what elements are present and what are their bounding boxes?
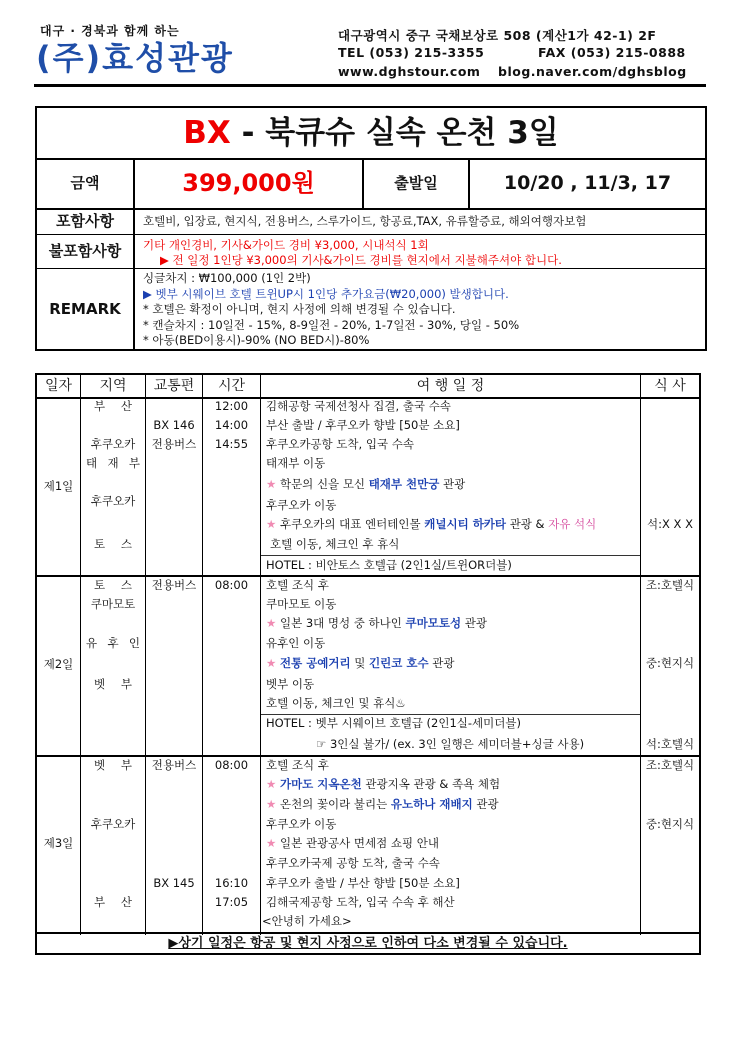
schedule-item: 부산 출발 / 후쿠오카 향발 [50분 소요]: [266, 418, 460, 432]
attraction-name: 가마도 지옥온천: [279, 777, 362, 791]
schedule-text: 관광: [476, 797, 499, 811]
remark-cancel: * 캔슬차지 : 10일전 - 15%, 8-9일전 - 20%, 1-7일전 - 30%, 당일 - 50%: [143, 317, 520, 332]
flight-number: BX 146: [153, 418, 195, 432]
region-busan: 부 산: [94, 895, 132, 909]
star-icon: ★: [266, 517, 277, 531]
schedule-item: 후쿠오카 이동: [266, 817, 337, 831]
col-header-transport: 교통편: [153, 378, 195, 394]
star-icon: ★: [266, 656, 277, 670]
attraction-name: 유노하나 재배지: [390, 797, 473, 811]
schedule-text: 및: [354, 656, 366, 670]
schedule-item: [266, 795, 499, 814]
schedule-text: 관광: [432, 656, 455, 670]
schedule-item: 후쿠오카 출발 / 부산 향발 [50분 소요]: [266, 876, 460, 890]
company-address: 대구광역시 중구 국채보상로 508 (계산1가 42-1) 2F: [338, 28, 657, 43]
schedule-item: 유후인 이동: [266, 636, 326, 650]
tour-title-text: - 북큐슈 실속 온천 3일: [230, 115, 559, 151]
region-beppu: 벳 부: [94, 677, 132, 691]
company-slogan: 대구 · 경북과 함께 하는: [40, 24, 180, 38]
col-header-time: 시간: [217, 378, 246, 394]
schedule-text: 관광: [443, 477, 466, 491]
region: [86, 576, 140, 595]
star-icon: ★: [266, 836, 277, 850]
day-label: 제1일: [43, 479, 74, 493]
company-blog[interactable]: blog.naver.com/dghsblog: [498, 64, 687, 79]
schedule-item: 호텔 이동, 체크인 후 휴식: [270, 537, 400, 551]
transport: 전용버스: [151, 758, 197, 772]
divider: [133, 208, 135, 349]
header-divider: [34, 84, 706, 87]
region: [86, 535, 140, 554]
divider: [80, 375, 81, 935]
departure-dates: 10/20 , 11/3, 17: [503, 172, 672, 194]
region-dazaifu: 태 재 부: [86, 456, 140, 470]
day-label: 제2일: [43, 657, 74, 671]
attraction-name: 전통 공예거리: [279, 656, 351, 670]
schedule-item: [266, 515, 596, 534]
region: [86, 397, 140, 416]
schedule-item: 김해국제공항 도착, 입국 수속 후 해산: [266, 895, 455, 909]
schedule-item: [266, 475, 465, 494]
footer-notice: [37, 934, 699, 953]
time: 08:00: [214, 578, 249, 592]
time: 14:55: [214, 437, 249, 451]
region: 쿠마모토: [90, 597, 136, 611]
schedule-text: 온천의 꽃이라 불리는: [279, 797, 388, 811]
meal: 석:X X X: [647, 517, 693, 531]
transport: 전용버스: [151, 437, 197, 451]
region: [86, 454, 140, 473]
attraction-name: 태재부 천만궁: [368, 477, 440, 491]
schedule-text: 관광: [464, 616, 487, 630]
time: 12:00: [214, 399, 249, 413]
remark-upgrade: ▶ 벳부 시웨이브 호텔 트윈UP시 1인당 추가요금(₩20,000) 발생합니다.: [143, 286, 509, 301]
meal-highlight: 자유 석식: [548, 517, 597, 531]
summary-divider: [37, 268, 705, 269]
region: [86, 675, 140, 694]
meal: 조:호텔식: [645, 578, 695, 592]
schedule-item: 호텔 조식 후: [266, 578, 329, 592]
region: 후쿠오카: [90, 494, 136, 508]
meal: 조:호텔식: [645, 758, 695, 772]
schedule-item: 김해공항 국제선청사 집결, 출국 수속: [266, 399, 451, 413]
col-header-day: 일자: [44, 378, 73, 394]
region: 후쿠오카: [90, 817, 136, 831]
region-yufuin: 유 후 인: [86, 636, 140, 650]
schedule-item: [266, 614, 487, 633]
attraction-name: 긴린코 호수: [369, 656, 429, 670]
remark-label: REMARK: [49, 300, 121, 318]
time: 16:10: [214, 876, 249, 890]
schedule-item: 호텔 이동, 체크인 및 휴식♨: [266, 696, 406, 710]
region-beppu: 벳 부: [94, 758, 132, 772]
region: [86, 893, 140, 912]
schedule-item: [266, 654, 455, 673]
excluded-label: 불포함사항: [48, 242, 122, 260]
departure-label: 출발일: [394, 174, 438, 192]
region-busan: 부 산: [94, 399, 132, 413]
region: [86, 756, 140, 775]
attraction-name: 쿠마모토성: [405, 616, 462, 630]
region-tosu: 토 스: [94, 537, 132, 551]
airline-code: BX: [183, 115, 231, 151]
excluded-notice: ▶ 전 일정 1인당 ¥3,000의 기사&가이드 경비를 현지에서 지불해주셔야 합니다.: [160, 253, 562, 267]
region-tosu: 토 스: [94, 578, 132, 592]
divider: [260, 375, 261, 935]
tour-price: 399,000원: [182, 169, 315, 197]
transport: 전용버스: [151, 578, 197, 592]
summary-divider: [37, 234, 705, 235]
region: 후쿠오카: [90, 437, 136, 451]
farewell: <안녕히 가세요>: [262, 914, 352, 928]
schedule-item: 쿠마모토 이동: [266, 597, 337, 611]
star-icon: ★: [266, 777, 277, 791]
company-tel: TEL (053) 215-3355: [338, 45, 485, 60]
time: 14:00: [214, 418, 249, 432]
schedule-item: 태재부 이동: [266, 456, 326, 470]
col-header-schedule: 여 행 일 정: [416, 378, 485, 394]
meal: 석:호텔식: [645, 737, 695, 751]
schedule-item: [266, 834, 439, 853]
schedule-text: 학문의 신을 모신: [279, 477, 366, 491]
remark-hotel: * 호텔은 확정이 아니며, 현지 사정에 의해 변경될 수 있습니다.: [143, 302, 456, 316]
remark-child: * 아동(BED이용시)-90% (NO BED시)-80%: [143, 333, 370, 347]
divider: [202, 375, 203, 935]
company-website[interactable]: www.dghstour.com: [338, 64, 481, 79]
schedule-text: 관광 &: [509, 517, 545, 531]
col-header-region: 지역: [99, 378, 127, 394]
star-icon: ★: [266, 616, 277, 630]
schedule-text: 일본 관광공사 면세점 쇼핑 안내: [279, 836, 440, 850]
hotel-info: HOTEL : 벳부 시웨이브 호텔급 (2인1실-세미더블): [266, 716, 521, 730]
schedule-item: 후쿠오카 이동: [266, 498, 337, 512]
remark-single-charge: 싱글차지 : ₩100,000 (1인 2박): [143, 271, 311, 285]
excluded-item: 기타 개인경비, 기사&가이드 경비 ¥3,000, 시내석식 1회: [143, 238, 429, 252]
schedule-item: 호텔 조식 후: [266, 758, 329, 772]
star-icon: ★: [266, 797, 277, 811]
attraction-name: 캐널시티 하카타: [424, 517, 507, 531]
region: [86, 634, 140, 653]
schedule-item: 벳부 이동: [266, 677, 315, 691]
meal: 중:현지식: [645, 817, 695, 831]
company-logo-text: (주)효성관광: [36, 39, 234, 77]
time: 08:00: [214, 758, 249, 772]
meal: 중:현지식: [645, 656, 695, 670]
schedule-item: [266, 775, 500, 794]
footer-notice-text: ▶상기 일정은 항공 및 현지 사정으로 인하여 다소 변경될 수 있습니다.: [168, 936, 568, 951]
company-fax: FAX (053) 215-0888: [538, 45, 686, 60]
room-notice: ☞ 3인실 불가/ (ex. 3인 일행은 세미더블+싱글 사용): [316, 737, 585, 751]
schedule-text: 일본 3대 명성 중 하나인: [279, 616, 402, 630]
schedule-text: 관광지옥 관광 & 족욕 체험: [365, 777, 501, 791]
flight-number: BX 145: [153, 876, 195, 890]
schedule-item: 후쿠오카국제 공항 도착, 출국 수속: [266, 856, 440, 870]
col-header-meal: 식 사: [654, 378, 686, 394]
time: 17:05: [214, 895, 249, 909]
price-label: 금액: [70, 174, 100, 192]
schedule-item: 후쿠오카공항 도착, 입국 수속: [266, 437, 414, 451]
tour-title: [37, 108, 705, 158]
schedule-text: 후쿠오카의 대표 엔터테인몰: [279, 517, 421, 531]
included-items: 호텔비, 입장료, 현지식, 전용버스, 스루가이드, 항공료,TAX, 유류할증료, 해외여행자보험: [143, 214, 587, 228]
divider: [145, 375, 146, 935]
included-label: 포함사항: [56, 212, 114, 230]
day-label: 제3일: [43, 836, 74, 850]
hotel-info: HOTEL : 비안토스 호텔급 (2인1실/트윈OR더블): [266, 558, 512, 572]
star-icon: ★: [266, 477, 277, 491]
